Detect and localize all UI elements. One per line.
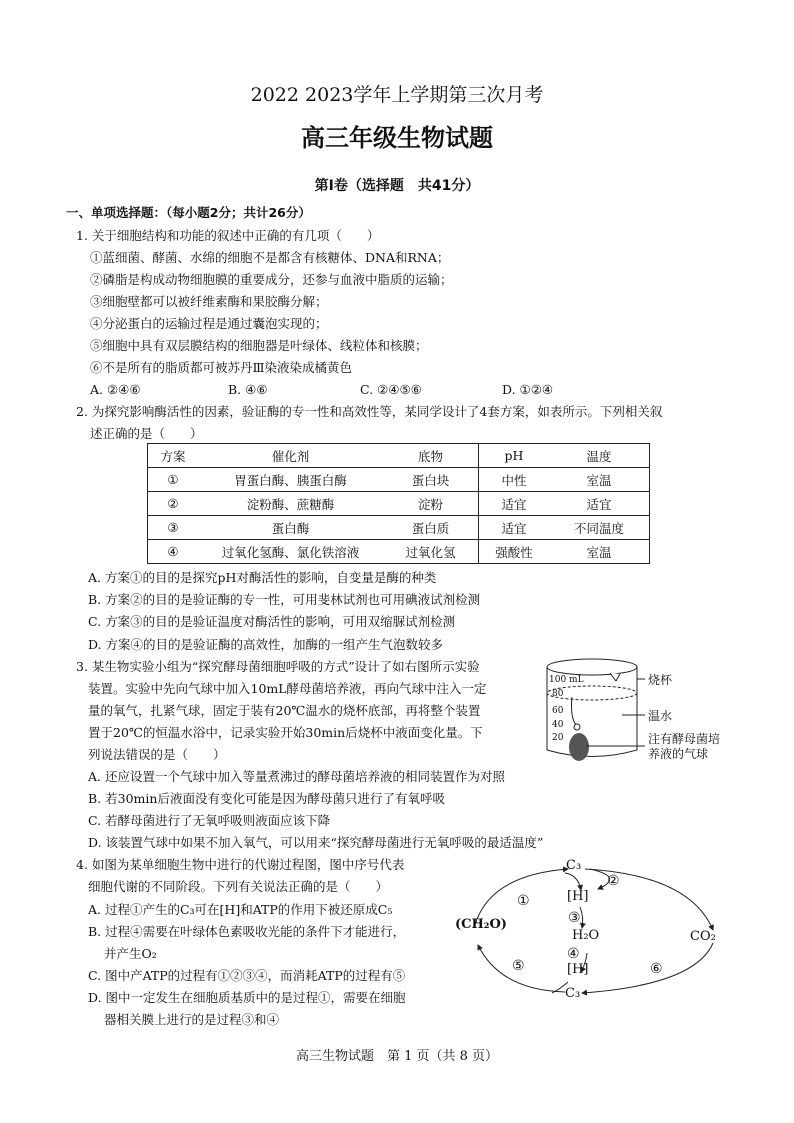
q1-item: ⑤细胞中具有双层膜结构的细胞器是叶绿体、线粒体和核膜； <box>90 338 428 353</box>
q3-stem-cont: 置于20℃的恒温水浴中，记录实验开始30min后烧杯中液面变化量。下 <box>88 725 483 740</box>
table-header: 底物 <box>383 444 479 468</box>
table-cell: 适宜 <box>549 492 650 516</box>
step-2-label: ② <box>607 873 620 889</box>
q2-table <box>147 443 650 564</box>
q1-item: ④分泌蛋白的运输过程是通过囊泡实现的； <box>90 316 328 331</box>
table-cell: 过氧化氢酶、氯化铁溶液 <box>198 540 383 564</box>
table-cell: 适宜 <box>479 492 550 516</box>
beaker-label: 烧杯 <box>648 673 673 687</box>
beaker-scale: 60 <box>552 706 564 716</box>
table-cell: ④ <box>148 540 199 564</box>
q1-item: ①蓝细菌、酵菌、水绵的细胞不是都含有核糖体、DNA和RNA； <box>90 250 450 265</box>
table-header-row <box>148 444 650 468</box>
q3-option-a: A. 还应设置一个气球中加入等量煮沸过的酵母菌培养液的相同装置作为对照 <box>88 769 505 784</box>
table-cell: 胃蛋白酶、胰蛋白酶 <box>198 468 383 492</box>
h-bottom-label: [H] <box>567 962 589 977</box>
table-cell: ② <box>148 492 199 516</box>
c3-bottom-label: C₃ <box>565 986 581 1001</box>
q1-item: ③细胞壁都可以被纤维素酶和果胶酶分解； <box>90 294 328 309</box>
q1-stem: 1. 关于细胞结构和功能的叙述中正确的有几项（ ） <box>76 228 380 243</box>
beaker-scale: 100 mL <box>549 675 584 685</box>
q2-option-a: A. 方案①的目的是探究pH对酶活性的影响，自变量是酶的种类 <box>88 570 437 585</box>
table-row <box>148 468 650 492</box>
co2-label: CO₂ <box>690 929 716 944</box>
table-cell: 室温 <box>549 540 650 564</box>
table-cell: 蛋白酶 <box>198 516 383 540</box>
q1-option-c: C. ②④⑤⑥ <box>360 382 422 397</box>
balloon-label: 注有酵母菌培 <box>648 732 721 746</box>
table-row <box>148 492 650 516</box>
q3-stem-cont: 装置。实验中先向气球中加入10mL酵母菌培养液，再向气球中注入一定 <box>88 681 487 696</box>
table-cell: 室温 <box>549 468 650 492</box>
table-cell: 过氧化氢 <box>383 540 479 564</box>
step-5-label: ⑤ <box>512 958 525 974</box>
table-row <box>148 516 650 540</box>
table-header: 温度 <box>549 444 650 468</box>
q3-option-d: D. 该装置气球中如果不加入氧气，可以用来“探究酵母菌进行无氧呼吸的最适温度” <box>88 835 544 850</box>
q1-option-b: B. ④⑥ <box>228 382 268 397</box>
table-cell: ③ <box>148 516 199 540</box>
step-1-label: ① <box>517 893 530 909</box>
table-cell: 淀粉酶、蔗糖酶 <box>198 492 383 516</box>
water-label: 温水 <box>648 709 673 723</box>
q4-stem-cont: 细胞代谢的不同阶段。下列有关说法正确的是（ ） <box>88 879 389 894</box>
table-header: 方案 <box>148 444 199 468</box>
table-cell: 不同温度 <box>549 516 650 540</box>
q4-stem: 4. 如图为某单细胞生物中进行的代谢过程图，图中序号代表 <box>76 857 405 872</box>
page-footer: 高三生物试题 第 1 页（共 8 页） <box>295 1049 499 1064</box>
q4-option-c: C. 图中产ATP的过程有①②③④，而消耗ATP的过程有⑤ <box>88 968 406 983</box>
q2-stem: 2. 为探究影响酶活性的因素，验证酶的专一性和高效性等，某同学设计了4套方案，如表所示。下列相关叙 <box>76 404 663 419</box>
q1-option-a: A. ②④⑥ <box>90 382 141 397</box>
table-cell: ① <box>148 468 199 492</box>
q1-option-d: D. ①②④ <box>502 382 554 397</box>
exam-subject-title: 高三年级生物试题 <box>301 123 493 152</box>
section-heading: 一、单项选择题：（每小题2分；共计26分） <box>66 205 311 220</box>
table-cell: 蛋白质 <box>383 516 479 540</box>
q3-option-c: C. 若酵母菌进行了无氧呼吸则液面应该下降 <box>88 813 331 828</box>
beaker-scale: 80 <box>552 689 564 699</box>
c3-top-label: C₃ <box>566 858 582 873</box>
table-cell: 中性 <box>479 468 550 492</box>
table-row <box>148 540 650 564</box>
exam-title: 2022 2023学年上学期第三次月考 <box>250 84 544 106</box>
q4-option-b: B. 过程④需要在叶绿体色素吸收光能的条件下才能进行， <box>88 924 406 939</box>
table-cell: 蛋白块 <box>383 468 479 492</box>
q3-stem: 3. 某生物实验小组为“探究酵母菌细胞呼吸的方式”设计了如右图所示实验 <box>76 659 480 674</box>
q2-option-b: B. 方案②的目的是验证酶的专一性，可用斐林试剂也可用碘液试剂检测 <box>88 592 481 607</box>
table-cell: 淀粉 <box>383 492 479 516</box>
table-cell: 适宜 <box>479 516 550 540</box>
beaker-scale: 40 <box>552 720 564 730</box>
q4-option-a: A. 过程①产生的C₃可在[H]和ATP的作用下被还原成C₅ <box>88 902 393 917</box>
beaker-scale: 20 <box>552 733 564 743</box>
balloon-label-cont: 养液的气球 <box>648 747 709 761</box>
q4-option-d: D. 图中一定发生在细胞质基质中的是过程①，需要在细胞 <box>88 990 406 1005</box>
q4-option-b-cont: 并产生O₂ <box>104 946 157 961</box>
q2-stem-cont: 述正确的是（ ） <box>90 426 203 441</box>
table-header: 催化剂 <box>198 444 383 468</box>
ch2o-label: (CH₂O) <box>455 917 507 932</box>
step-4-label: ④ <box>567 946 580 962</box>
q3-stem-cont: 列说法错误的是（ ） <box>88 747 226 762</box>
q4-option-d-cont: 器相关膜上进行的是过程③和④ <box>104 1012 280 1027</box>
q1-item: ⑥不是所有的脂质都可被苏丹Ⅲ染液染成橘黄色 <box>90 360 353 375</box>
step-6-label: ⑥ <box>650 961 663 977</box>
q1-item: ②磷脂是构成动物细胞膜的重要成分，还参与血液中脂质的运输； <box>90 272 453 287</box>
q3-stem-cont: 量的氧气，扎紧气球，固定于装有20℃温水的烧杯底部，再将整个装置 <box>88 703 481 718</box>
part-heading: 第Ⅰ卷（选择题 共41分） <box>314 178 480 194</box>
step-3-label: ③ <box>568 910 581 926</box>
table-header: pH <box>479 444 550 468</box>
h2o-label: H₂O <box>572 928 600 943</box>
table-cell: 强酸性 <box>479 540 550 564</box>
h-top-label: [H] <box>567 889 589 904</box>
q3-option-b: B. 若30min后液面没有变化可能是因为酵母菌只进行了有氧呼吸 <box>88 791 445 806</box>
q2-option-d: D. 方案④的目的是验证酶的高效性，加酶的一组产生气泡数较多 <box>88 637 444 652</box>
q2-option-c: C. 方案③的目的是验证温度对酶活性的影响，可用双缩脲试剂检测 <box>88 614 456 629</box>
